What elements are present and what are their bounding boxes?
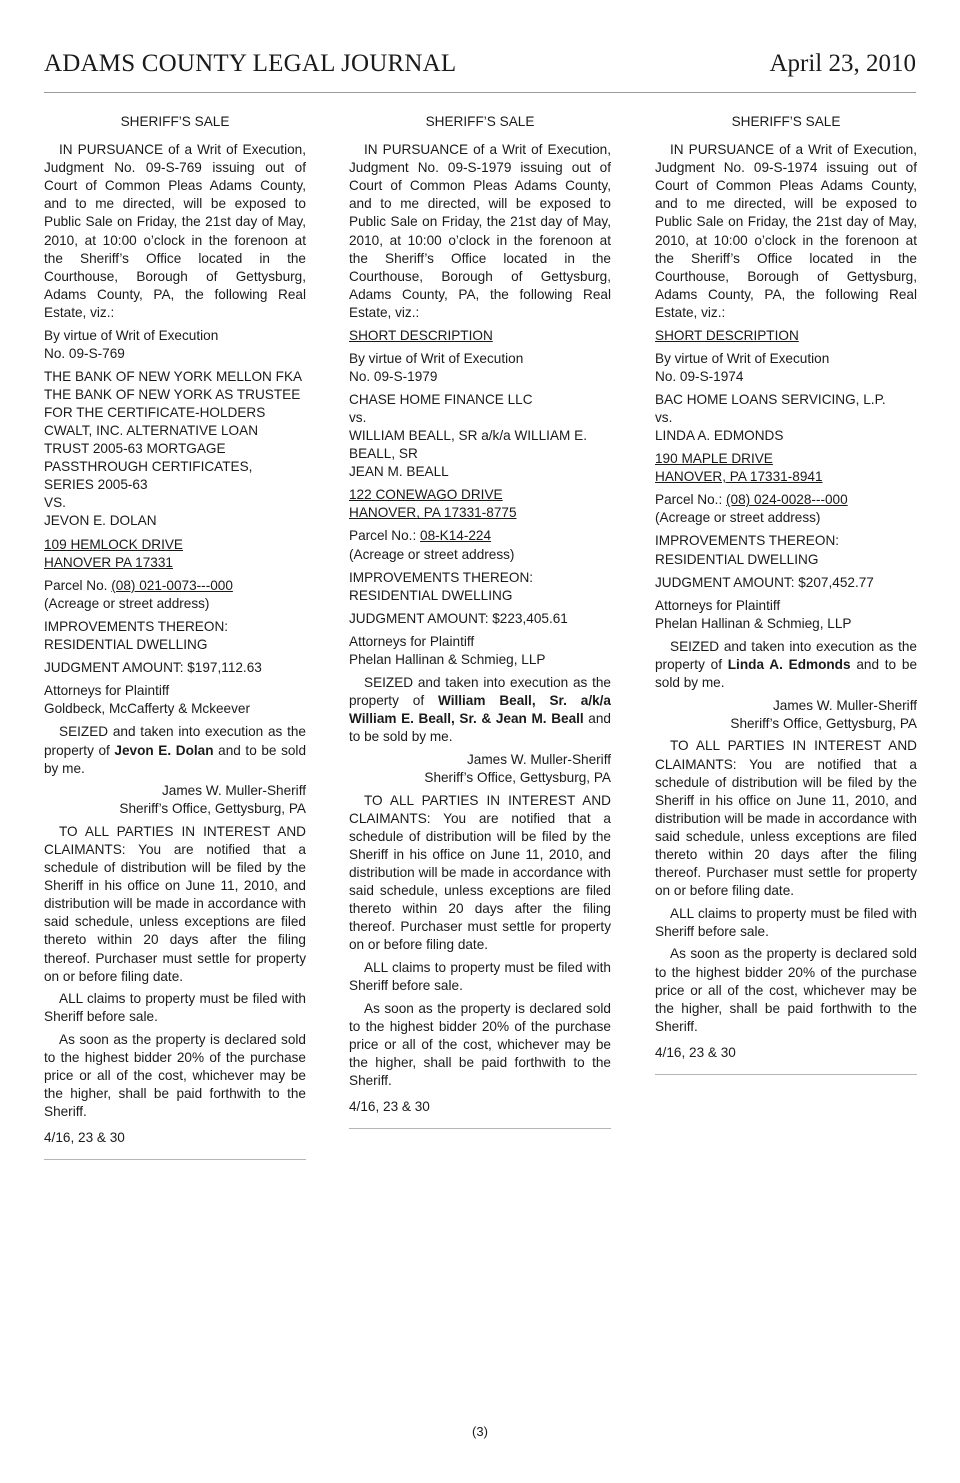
sheriff-name: James W. Muller-Sheriff: [466, 752, 611, 767]
seized-statement: [655, 638, 917, 692]
bid-notice: As soon as the property is declared sold to the highest bidder 20% of the purchase price or all of the cost, whichever may be the higher, shall be paid forthwith to the Sheriff.: [349, 1000, 611, 1089]
improvements-value: RESIDENTIAL DWELLING: [655, 551, 819, 567]
claims-notice: ALL claims to property must be filed with Sheriff before sale.: [44, 991, 306, 1025]
notice-column-1: [44, 113, 306, 1160]
plaintiff: THE BANK OF NEW YORK MELLON FKA THE BANK OF NEW YORK AS TRUSTEE FOR THE CERTIFICATE-HOLDERS CWALT, INC. ALTERNATIVE LOAN TRUST 2005-63 MORTGAGE PASSTHROUGH CERTIFICATES, SERIES 2005-63: [44, 368, 302, 493]
attorneys-label: Attorneys for Plaintiff: [44, 683, 170, 699]
address-line-1: 122 CONEWAGO DRIVE: [349, 487, 503, 503]
defendant: JEVON E. DOLAN: [44, 513, 157, 529]
improvements: [349, 569, 611, 605]
owner-name: Jevon E. Dolan: [114, 742, 214, 758]
address-line-1: 190 MAPLE DRIVE: [655, 451, 773, 467]
acreage-note: (Acreage or street address): [349, 546, 515, 562]
notice-column-2: [349, 113, 611, 1129]
writ-number: No. 09-S-1974: [655, 368, 744, 384]
journal-title: ADAMS COUNTY LEGAL JOURNAL: [44, 50, 457, 77]
owner-name: William Beall, Sr. a/k/a William E. Beall, Sr. & Jean M. Beall: [349, 693, 611, 727]
parcel-number: (08) 024-0028---000: [726, 492, 848, 508]
publication-dates: 4/16, 23 & 30: [44, 1130, 125, 1146]
notice-heading: SHERIFF’S SALE: [731, 114, 841, 129]
property-address: [655, 450, 917, 486]
attorneys-firm: Phelan Hallinan & Schmieg, LLP: [349, 652, 546, 668]
defendant: LINDA A. EDMONDS: [655, 428, 784, 443]
case-parties: [349, 391, 611, 481]
attorneys-label: Attorneys for Plaintiff: [655, 597, 781, 613]
writ-line: By virtue of Writ of Execution: [44, 327, 219, 343]
property-address: [349, 486, 611, 522]
writ-line: By virtue of Writ of Execution: [349, 350, 524, 366]
versus: VS.: [44, 495, 66, 511]
improvements: [44, 618, 306, 654]
parties-notice: TO ALL PARTIES IN INTEREST AND CLAIMANTS: You are notified that a schedule of distribution will be filed by the Sheriff in his office on June 11, 2010, and distribution will be made in accordance with said schedule, unless exceptions are filed thereto within 20 days after the filing thereof. Purchaser must settle for property on or before filing date.: [44, 823, 306, 984]
judgment-amount: JUDGMENT AMOUNT: $207,452.77: [655, 574, 874, 590]
attorneys-firm: Phelan Hallinan & Schmieg, LLP: [655, 615, 852, 631]
case-parties: [44, 368, 306, 531]
address-line-2: HANOVER, PA 17331-8941: [655, 469, 823, 485]
address-line-2: HANOVER, PA 17331-8775: [349, 505, 517, 521]
parcel-label: Parcel No.:: [349, 528, 421, 544]
plaintiff: BAC HOME LOANS SERVICING, L.P.: [655, 391, 886, 407]
claims-notice: ALL claims to property must be filed with Sheriff before sale.: [655, 905, 917, 939]
notice-heading: SHERIFF’S SALE: [425, 114, 535, 129]
writ-line: By virtue of Writ of Execution: [655, 350, 830, 366]
bid-notice: As soon as the property is declared sold to the highest bidder 20% of the purchase price or all of the cost, whichever may be the higher, shall be paid forthwith to the Sheriff.: [44, 1031, 306, 1120]
sheriff-signature: [349, 751, 611, 787]
attorneys: [44, 682, 306, 718]
parcel-info: [349, 527, 611, 563]
address-line-2: HANOVER PA 17331: [44, 554, 173, 570]
page-number: (3): [472, 1424, 488, 1439]
address-line-1: 109 HEMLOCK DRIVE: [44, 536, 184, 552]
notice-heading: SHERIFF’S SALE: [120, 114, 230, 129]
writ-number: No. 09-S-769: [44, 345, 125, 361]
improvements-label: IMPROVEMENTS THEREON:: [44, 618, 229, 634]
sheriff-signature: [655, 697, 917, 733]
attorneys-firm: Goldbeck, McCafferty & Mckeever: [44, 701, 250, 717]
notice-divider: [44, 1159, 306, 1160]
parcel-info: [655, 491, 917, 527]
case-parties: [655, 391, 917, 445]
seized-statement: [44, 723, 306, 777]
attorneys: [655, 597, 917, 633]
seized-text: SEIZED and taken into execution as the property of: [349, 675, 611, 709]
sheriff-office: Sheriff’s Office, Gettysburg, PA: [119, 801, 306, 817]
sheriff-office: Sheriff’s Office, Gettysburg, PA: [730, 715, 917, 731]
parcel-number: (08) 021-0073---000: [111, 577, 233, 593]
parcel-info: [44, 577, 306, 613]
short-description: SHORT DESCRIPTION: [349, 327, 493, 343]
issue-date: April 23, 2010: [769, 50, 916, 77]
versus: vs.: [655, 409, 673, 425]
defendant: WILLIAM BEALL, SR a/k/a WILLIAM E. BEALL, SR: [349, 428, 587, 462]
masthead: [44, 50, 916, 93]
sheriff-office: Sheriff’s Office, Gettysburg, PA: [424, 770, 611, 786]
notice-intro: IN PURSUANCE of a Writ of Execution, Judgment No. 09-S-769 issuing out of Court of Common Pleas Adams County, and to me directed, will be exposed to Public Sale on Friday, the 21st day of May, 2010, at 10:00 o’clock in the forenoon at the Sheriff’s Office located in the Courthouse, Borough of Gettysburg, Adams County, PA, the following Real Estate, viz.:: [44, 142, 306, 320]
seized-text: SEIZED and taken into execution as the property of: [655, 638, 917, 673]
seized-statement: [349, 674, 611, 746]
claims-notice: ALL claims to property must be filed with Sheriff before sale.: [349, 960, 611, 994]
sheriff-signature: [44, 782, 306, 818]
improvements-label: IMPROVEMENTS THEREON:: [655, 533, 840, 549]
sheriff-name: James W. Muller-Sheriff: [161, 783, 306, 799]
property-address: [44, 536, 306, 572]
acreage-note: (Acreage or street address): [44, 595, 210, 611]
notice-column-3: [655, 113, 917, 1075]
improvements-value: RESIDENTIAL DWELLING: [349, 587, 513, 603]
attorneys-label: Attorneys for Plaintiff: [349, 633, 475, 649]
notice-intro: IN PURSUANCE of a Writ of Execution, Judgment No. 09-S-1979 issuing out of Court of Common Pleas Adams County, and to me directed, will be exposed to Public Sale on Friday, the 21st day of May, 2010, at 10:00 o’clock in the forenoon at the Sheriff’s Office located in the Courthouse, Borough of Gettysburg, Adams County, PA, the following Real Estate, viz.:: [349, 142, 611, 320]
owner-name: Linda A. Edmonds: [727, 657, 851, 673]
writ-info: [349, 350, 611, 386]
parties-notice: TO ALL PARTIES IN INTEREST AND CLAIMANTS: You are notified that a schedule of distribution will be filed by the Sheriff in his office on June 11, 2010, and distribution will be made in accordance with said schedule, unless exceptions are filed thereto within 20 days after the filing thereof. Purchaser must settle for property on or before filing date.: [655, 738, 917, 899]
notice-divider: [349, 1128, 611, 1129]
attorneys: [349, 633, 611, 669]
improvements-value: RESIDENTIAL DWELLING: [44, 637, 208, 653]
notice-divider: [655, 1074, 917, 1075]
judgment-amount: JUDGMENT AMOUNT: $223,405.61: [349, 610, 568, 626]
versus: vs.: [349, 409, 367, 425]
plaintiff: CHASE HOME FINANCE LLC: [349, 391, 533, 407]
publication-dates: 4/16, 23 & 30: [349, 1099, 430, 1115]
publication-dates: 4/16, 23 & 30: [655, 1044, 736, 1060]
seized-text-end: and to be sold by me.: [349, 711, 611, 745]
notice-intro: IN PURSUANCE of a Writ of Execution, Judgment No. 09-S-1974 issuing out of Court of Common Pleas Adams County, and to me directed, will be exposed to Public Sale on Friday, the 21st day of May, 2010, at 10:00 o’clock in the forenoon at the Sheriff’s Office located in the Courthouse, Borough of Gettysburg, Adams County, PA, the following Real Estate, viz.:: [655, 142, 917, 320]
seized-text-end: and to be sold by me.: [44, 742, 307, 776]
parties-notice: TO ALL PARTIES IN INTEREST AND CLAIMANTS: You are notified that a schedule of distribution will be filed by the Sheriff in his office on June 11, 2010, and distribution will be made in accordance with said schedule, unless exceptions are filed thereto within 20 days after the filing thereof. Purchaser must settle for property on or before filing date.: [349, 792, 611, 953]
seized-text: SEIZED and taken into execution as the property of: [44, 724, 306, 758]
seized-text-end: and to be sold by me.: [655, 657, 918, 691]
improvements: [655, 532, 917, 568]
parcel-number: 08-K14-224: [420, 528, 492, 544]
judgment-amount: JUDGMENT AMOUNT: $197,112.63: [44, 660, 262, 676]
parcel-label: Parcel No.:: [655, 492, 727, 508]
parcel-label: Parcel No.: [44, 577, 112, 593]
sheriff-name: James W. Muller-Sheriff: [772, 697, 917, 713]
writ-info: [44, 327, 306, 363]
bid-notice: As soon as the property is declared sold to the highest bidder 20% of the purchase price or all of the cost, whichever may be the higher, shall be paid forthwith to the Sheriff.: [655, 946, 917, 1034]
acreage-note: (Acreage or street address): [655, 510, 821, 526]
defendant-2: JEAN M. BEALL: [349, 464, 449, 480]
short-description: SHORT DESCRIPTION: [655, 327, 799, 343]
writ-info: [655, 350, 917, 386]
writ-number: No. 09-S-1979: [349, 368, 438, 384]
improvements-label: IMPROVEMENTS THEREON:: [349, 569, 534, 585]
